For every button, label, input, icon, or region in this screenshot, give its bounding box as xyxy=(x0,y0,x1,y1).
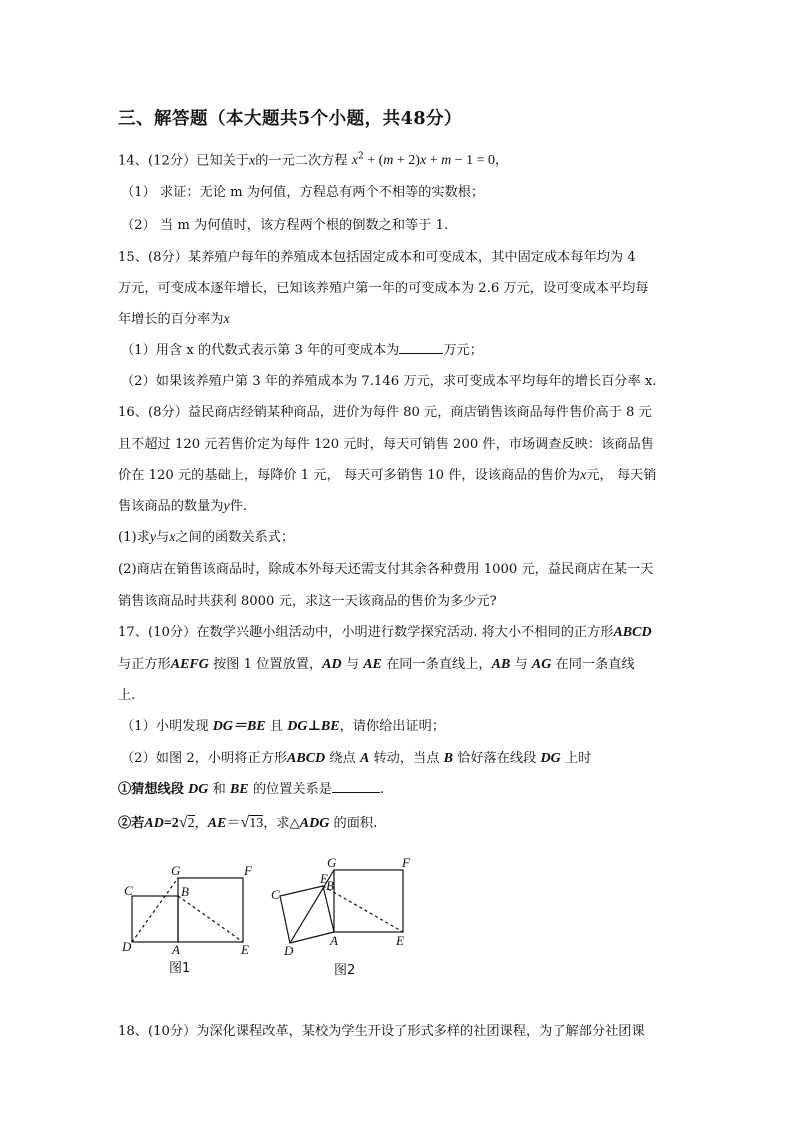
fig2-label-e-top: E xyxy=(320,871,328,886)
square-abcd xyxy=(132,896,178,942)
fig1-label-e: E xyxy=(241,942,249,957)
q15-part1: （1）用含 x 的代数式表示第 3 年的可变成本为 万元； xyxy=(121,343,483,358)
q17-conj2: ②若AD=2√2，AE＝√13，求△ADG 的面积. xyxy=(118,814,378,831)
fig2-label-f: F xyxy=(402,855,410,870)
segment-be-2 xyxy=(323,886,403,932)
q15-line2: 万元，可变成本逐年增长，已知该养殖户第一年的可变成本为 2.6 万元，设可变成本平均每 xyxy=(118,281,649,296)
q17-part1: （1）小明发现 DG＝BE 且 DG⊥BE，请你给出证明； xyxy=(121,719,446,734)
q16-part2-line2: 销售该商品时共获利 8000 元，求这一天该商品的售价为多少元? xyxy=(118,594,497,609)
fig2-label-d: D xyxy=(284,943,294,958)
figure1-caption: 图1 xyxy=(169,961,191,976)
answer-blank xyxy=(399,341,443,354)
q17-line2: 与正方形AEFG 按图 1 位置放置，AD 与 AE 在同一条直线上，AB 与 AG 在同一条直线 xyxy=(118,657,635,672)
sqrt-symbol: √ xyxy=(240,814,250,831)
q15-line3: 年增长的百分率为x xyxy=(118,312,230,327)
q14-stem: 14、(12分）已知关于x的一元二次方程 $x^2 + (m + 2)x + m - 1 = 0$， xyxy=(118,152,509,169)
fig1-label-a: A xyxy=(172,942,180,957)
q15-part2: （2）如果该养殖户第 3 年的养殖成本为 7.146 万元，求可变成本平均每年的增长百分率 x. xyxy=(121,374,657,389)
fig2-label-g: G xyxy=(327,855,337,870)
figure2-caption: 图2 xyxy=(334,963,356,978)
fig1-label-g: G xyxy=(171,863,181,878)
fig1-label-d: D xyxy=(122,939,132,954)
fig1-label-b: B xyxy=(181,884,189,899)
q14-equation: $x^2 + (m + 2)x + m - 1 = 0$， xyxy=(351,152,509,169)
segment-dg xyxy=(132,878,178,942)
q16-line4: 售该商品的数量为y件. xyxy=(118,499,248,514)
answer-blank xyxy=(332,780,380,793)
section-title: 三、解答题（本大题共5个小题，共48分） xyxy=(118,109,463,129)
fig1-label-f: F xyxy=(244,863,252,878)
q17-part2: （2）如图 2，小明将正方形ABCD 绕点 A 转动，当点 B 恰好落在线段 DG 上时 xyxy=(121,751,592,766)
geometry-figures xyxy=(0,850,794,990)
fig2-label-b: B xyxy=(326,878,334,893)
fig1-label-c: C xyxy=(124,883,133,898)
q16-line2: 且不超过 120 元若售价定为每件 120 元时，每天可销售 200 件，市场调查反映：该商品售 xyxy=(118,437,654,452)
figure-2 xyxy=(280,870,403,943)
fig2-label-e: E xyxy=(396,933,404,948)
segment-be xyxy=(178,896,243,942)
sqrt-symbol: √ xyxy=(178,814,188,831)
q16-line3: 价在 120 元的基础上，每降价 1 元， 每天可多销售 10 件，设该商品的售价为x元， 每天销 xyxy=(118,468,657,483)
q14-part1: （1） 求证：无论 m 为何值，方程总有两个不相等的实数根； xyxy=(121,185,485,200)
square-aefg-2 xyxy=(334,870,403,932)
q17-line3: 上. xyxy=(118,688,136,703)
fig2-label-c: C xyxy=(271,887,280,902)
q17-conj1: ①猜想线段 DG 和 BE 的位置关系是 . xyxy=(118,782,385,797)
q16-line1: 16、(8分）益民商店经销某种商品，进价为每件 80 元，商店销售该商品每件售价高于 8 元 xyxy=(118,405,652,420)
fig2-label-a: A xyxy=(330,933,338,948)
q16-part2-line1: (2)商店在销售该商品时，除成本外每天还需支付其余各种费用 1000 元，益民商店在某一天 xyxy=(118,562,654,577)
q15-line1: 15、(8分）某养殖户每年的养殖成本包括固定成本和可变成本，其中固定成本每年均为 4 xyxy=(118,250,636,265)
q18-line1: 18、(10分）为深化课程改革，某校为学生开设了形式多样的社团课程，为了解部分社团课 xyxy=(118,1024,645,1039)
q14-part2: （2） 当 m 为何值时，该方程两个根的倒数之和等于 1. xyxy=(121,218,449,233)
q17-line1: 17、(10分）在数学兴趣小组活动中，小明进行数学探究活动. 将大小不相同的正方形ABCD xyxy=(118,625,652,640)
q16-part1: (1)求y与x之间的函数关系式； xyxy=(118,530,295,545)
